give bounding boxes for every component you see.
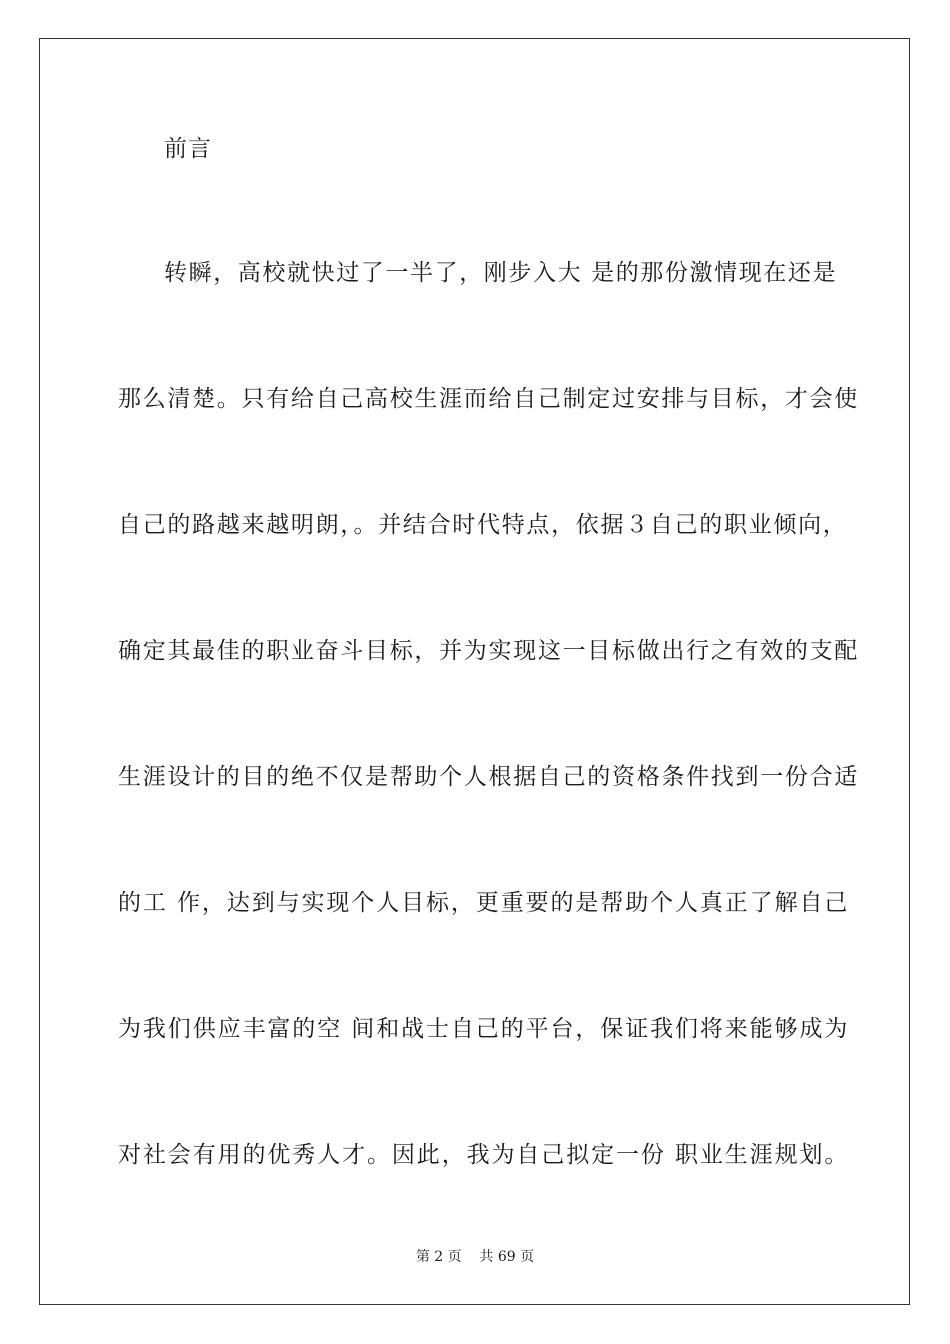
paragraph-line-5: 生涯设计的目的绝不仅是帮助个人根据自己的资格条件找到一份合适: [118, 764, 859, 790]
paragraph-line-2: 那么清楚。只有给自己高校生涯而给自己制定过安排与目标，才会使: [118, 386, 859, 412]
section-heading: 前言: [164, 136, 212, 162]
paragraph-line-3: 自己的路越来越明朗，。并结合时代特点，依据３自己的职业倾向，: [118, 512, 848, 538]
paragraph-line-8: 对社会有用的优秀人才。因此，我为自己拟定一份 职业生涯规划。: [118, 1142, 850, 1168]
paragraph-line-1: 转瞬，高校就快过了一半了，刚步入大 是的那份激情现在还是: [164, 260, 838, 286]
paragraph-line-6: 的工 作，达到与实现个人目标，更重要的是帮助个人真正了解自己: [118, 890, 850, 916]
paragraph-line-7: 为我们供应丰富的空 间和战士自己的平台，保证我们将来能够成为: [118, 1016, 850, 1042]
page-border: [39, 38, 910, 1305]
page-number-footer: 第 2 页 共 69 页: [415, 1249, 535, 1265]
paragraph-line-4: 确定其最佳的职业奋斗目标，并为实现这一目标做出行之有效的支配: [118, 638, 859, 664]
